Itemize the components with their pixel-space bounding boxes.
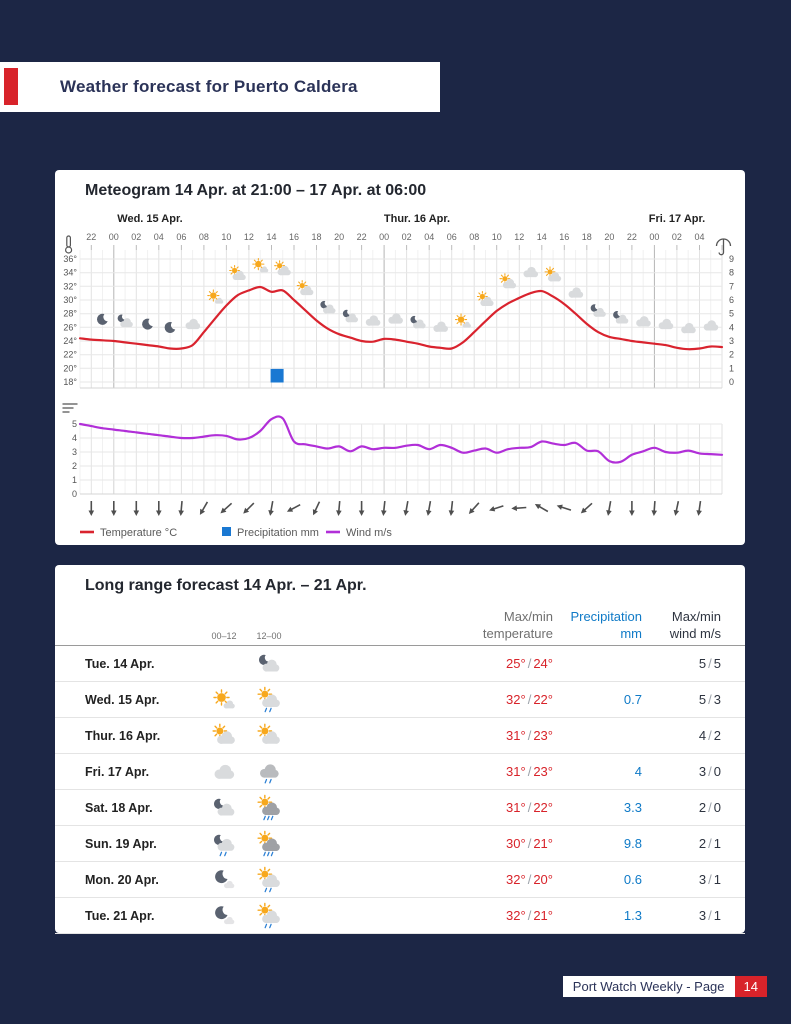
row-am-icon-cell bbox=[197, 757, 251, 787]
moon-small-cloud-icon bbox=[209, 865, 239, 895]
weather-symbol-cloud bbox=[681, 323, 696, 333]
header-temperature: Max/min temperature bbox=[482, 609, 553, 641]
row-day-label: Tue. 14 Apr. bbox=[85, 656, 155, 671]
longrange-header-row bbox=[55, 609, 745, 646]
hour-label: 18 bbox=[311, 232, 322, 242]
header-pm: 12–00 bbox=[256, 631, 282, 642]
wind-arrow bbox=[380, 501, 387, 517]
wind-arrow bbox=[178, 501, 185, 516]
wind-arrow bbox=[629, 501, 635, 516]
hour-label: 00 bbox=[649, 232, 660, 242]
red-accent-block bbox=[4, 68, 18, 105]
hour-label: 00 bbox=[379, 232, 390, 242]
moon-cloud-icon bbox=[209, 793, 239, 823]
hour-label: 10 bbox=[221, 232, 232, 242]
sun-darkcloud-rain-icon bbox=[254, 829, 284, 859]
row-day-label: Thur. 16 Apr. bbox=[85, 728, 161, 743]
wind-arrow bbox=[134, 501, 140, 516]
moon-small-cloud-icon bbox=[209, 901, 239, 931]
svg-text:30°: 30° bbox=[63, 295, 77, 305]
svg-text:5: 5 bbox=[71, 419, 77, 429]
weather-symbol-sun-cloud bbox=[545, 267, 561, 282]
weather-symbol-cloud bbox=[433, 321, 448, 331]
row-day-label: Fri. 17 Apr. bbox=[85, 764, 150, 779]
day-label: Wed. 15 Apr. bbox=[117, 213, 183, 225]
longrange-card bbox=[55, 565, 745, 933]
hour-label: 06 bbox=[446, 232, 457, 242]
row-wind: 2 / 1 bbox=[698, 836, 721, 851]
svg-text:0: 0 bbox=[729, 377, 735, 387]
weather-symbol-cloud bbox=[186, 319, 201, 329]
table-row bbox=[55, 754, 745, 790]
sun-cloud-icon bbox=[209, 721, 239, 751]
wind-arrow bbox=[651, 501, 658, 516]
cloud-rain-icon bbox=[254, 757, 284, 787]
wind-arrow bbox=[605, 501, 613, 517]
sun-cloud-rain-icon bbox=[254, 685, 284, 715]
svg-text:5: 5 bbox=[729, 308, 735, 319]
hour-label: 00 bbox=[108, 232, 119, 242]
table-row bbox=[55, 718, 745, 754]
wind-arrow bbox=[579, 501, 594, 515]
hour-label: 16 bbox=[288, 232, 300, 242]
row-temperature: 30° / 21° bbox=[506, 836, 553, 851]
hour-label: 08 bbox=[469, 232, 480, 242]
row-temperature: 31° / 22° bbox=[506, 800, 553, 815]
svg-text:28°: 28° bbox=[63, 308, 77, 319]
meteogram-title: Meteogram 14 Apr. at 21:00 – 17 Apr. at 06:00 bbox=[85, 182, 427, 199]
svg-text:3: 3 bbox=[71, 447, 77, 457]
wind-arrow bbox=[336, 501, 343, 516]
meteogram-chart bbox=[55, 205, 745, 545]
table-row bbox=[55, 682, 745, 718]
svg-text:1: 1 bbox=[71, 475, 77, 485]
row-pm-icon-cell bbox=[251, 757, 287, 787]
header-bar bbox=[0, 62, 440, 112]
sun-cloud-rain-icon bbox=[254, 901, 284, 931]
row-temperature: 31° / 23° bbox=[506, 764, 553, 779]
hour-label: 22 bbox=[86, 232, 97, 242]
hour-label: 14 bbox=[536, 232, 547, 242]
weather-symbol-cloud bbox=[636, 316, 651, 326]
row-precipitation: 1.3 bbox=[623, 908, 642, 923]
fair-icon bbox=[209, 685, 239, 715]
header-precipitation: Precipitation mm bbox=[570, 609, 642, 641]
sun-cloud-rain-icon bbox=[254, 865, 284, 895]
row-day-label: Wed. 15 Apr. bbox=[85, 692, 160, 707]
weather-symbol-cloud bbox=[569, 287, 584, 297]
header-am: 00–12 bbox=[211, 631, 237, 642]
row-wind: 3 / 0 bbox=[698, 764, 721, 779]
hour-label: 04 bbox=[153, 232, 164, 242]
svg-text:20°: 20° bbox=[63, 363, 77, 374]
row-wind: 2 / 0 bbox=[698, 800, 721, 815]
row-day-label: Tue. 21 Apr. bbox=[85, 908, 155, 923]
row-pm-icon-cell bbox=[251, 829, 287, 859]
weather-symbol-sun-cloud bbox=[297, 281, 313, 296]
weather-symbol-cloud bbox=[659, 319, 674, 329]
row-pm-icon-cell bbox=[251, 901, 287, 931]
legend-wind: Wind m/s bbox=[346, 527, 392, 539]
footer bbox=[563, 976, 767, 997]
sun-cloud-icon bbox=[254, 721, 284, 751]
hour-label: 04 bbox=[694, 232, 705, 242]
hour-label: 22 bbox=[626, 232, 637, 242]
wind-arrow bbox=[556, 503, 572, 513]
row-am-icon-cell bbox=[197, 793, 251, 823]
row-precipitation: 3.3 bbox=[623, 800, 642, 815]
cloud-icon bbox=[209, 757, 239, 787]
wind-arrow bbox=[156, 501, 162, 516]
wind-arrow bbox=[359, 501, 365, 516]
wind-arrow bbox=[111, 501, 117, 516]
row-temperature: 32° / 22° bbox=[506, 692, 553, 707]
wind-icon bbox=[63, 404, 77, 412]
svg-text:6: 6 bbox=[729, 295, 735, 305]
day-label: Thur. 16 Apr. bbox=[383, 213, 451, 225]
hour-label: 16 bbox=[559, 232, 570, 242]
row-temperature: 25° / 24° bbox=[506, 656, 553, 671]
wind-line bbox=[80, 416, 722, 462]
precipitation-bar bbox=[271, 369, 284, 383]
page-title: Weather forecast for Puerto Caldera bbox=[60, 77, 358, 96]
row-am-icon-cell bbox=[197, 829, 251, 859]
weather-symbol-cloud bbox=[704, 320, 719, 330]
table-row bbox=[55, 826, 745, 862]
table-row bbox=[55, 790, 745, 826]
svg-text:8: 8 bbox=[729, 267, 735, 278]
thermometer-icon bbox=[66, 236, 72, 253]
wind-arrow bbox=[672, 501, 681, 517]
table-row bbox=[55, 646, 745, 682]
hour-label: 02 bbox=[131, 232, 142, 242]
svg-text:3: 3 bbox=[729, 336, 735, 346]
hour-label: 02 bbox=[671, 232, 682, 242]
row-wind: 5 / 5 bbox=[698, 656, 721, 671]
svg-text:9: 9 bbox=[729, 254, 735, 264]
wind-arrow bbox=[448, 501, 455, 517]
wind-arrow bbox=[511, 505, 526, 512]
hour-label: 12 bbox=[243, 232, 254, 242]
svg-text:36°: 36° bbox=[63, 254, 77, 264]
hour-label: 06 bbox=[176, 232, 187, 242]
umbrella-icon bbox=[717, 239, 731, 255]
wind-arrow bbox=[425, 501, 433, 517]
row-day-label: Sun. 19 Apr. bbox=[85, 836, 157, 851]
svg-text:2: 2 bbox=[71, 461, 77, 471]
wind-arrow bbox=[197, 501, 209, 517]
table-row bbox=[55, 862, 745, 898]
row-am-icon-cell bbox=[197, 685, 251, 715]
svg-text:4: 4 bbox=[71, 433, 77, 443]
row-day-label: Mon. 20 Apr. bbox=[85, 872, 159, 887]
row-am-icon-cell bbox=[197, 865, 251, 895]
wind-arrow bbox=[241, 501, 256, 516]
row-temperature: 32° / 20° bbox=[506, 872, 553, 887]
row-pm-icon-cell bbox=[251, 793, 287, 823]
hour-label: 08 bbox=[198, 232, 209, 242]
wind-arrow bbox=[219, 501, 234, 515]
footer-page-number: 14 bbox=[735, 976, 767, 997]
meteogram-card bbox=[55, 170, 745, 545]
weather-symbol-cloud bbox=[523, 267, 538, 277]
svg-text:18°: 18° bbox=[63, 377, 77, 387]
weather-symbol-moon bbox=[142, 319, 153, 330]
svg-text:4: 4 bbox=[729, 322, 735, 333]
wind-arrow bbox=[89, 501, 95, 516]
wind-arrow bbox=[311, 500, 322, 516]
row-wind: 5 / 3 bbox=[698, 692, 721, 707]
row-am-icon-cell bbox=[197, 721, 251, 751]
row-pm-icon-cell bbox=[251, 865, 287, 895]
wind-arrow bbox=[267, 501, 275, 517]
hour-label: 02 bbox=[401, 232, 412, 242]
row-wind: 3 / 1 bbox=[698, 872, 721, 887]
hour-label: 22 bbox=[356, 232, 367, 242]
svg-text:2: 2 bbox=[729, 349, 735, 360]
row-wind: 3 / 1 bbox=[698, 908, 721, 923]
svg-text:34°: 34° bbox=[63, 267, 77, 278]
wind-arrow bbox=[402, 501, 410, 517]
hour-label: 12 bbox=[514, 232, 525, 242]
longrange-rows bbox=[55, 646, 745, 934]
svg-text:7: 7 bbox=[729, 281, 735, 292]
weather-symbol-cloud bbox=[388, 313, 403, 323]
moon-cloud-icon bbox=[254, 649, 284, 679]
weather-symbol-cloud bbox=[366, 315, 381, 325]
row-precipitation: 0.6 bbox=[623, 872, 642, 887]
row-pm-icon-cell bbox=[251, 721, 287, 751]
row-day-label: Sat. 18 Apr. bbox=[85, 800, 153, 815]
svg-text:32°: 32° bbox=[63, 281, 77, 292]
svg-text:0: 0 bbox=[71, 489, 77, 499]
weather-symbol-sun-cloud bbox=[477, 292, 493, 307]
row-precipitation: 0.7 bbox=[623, 692, 642, 707]
row-pm-icon-cell bbox=[251, 649, 287, 679]
wind-arrow bbox=[696, 501, 704, 517]
row-pm-icon-cell bbox=[251, 685, 287, 715]
sun-darkcloud-rain-icon bbox=[254, 793, 284, 823]
svg-text:1: 1 bbox=[729, 363, 735, 374]
wind-arrow bbox=[286, 502, 302, 514]
hour-label: 04 bbox=[424, 232, 435, 242]
row-am-icon-cell bbox=[197, 901, 251, 931]
moon-cloud-rain-icon bbox=[209, 829, 239, 859]
hour-label: 14 bbox=[266, 232, 277, 242]
svg-text:22°: 22° bbox=[63, 349, 77, 360]
legend-precipitation: Precipitation mm bbox=[237, 527, 319, 539]
wind-arrow bbox=[533, 502, 549, 514]
hour-label: 20 bbox=[604, 232, 615, 242]
row-temperature: 31° / 23° bbox=[506, 728, 553, 743]
legend-temperature: Temperature °C bbox=[100, 527, 178, 539]
longrange-title: Long range forecast 14 Apr. – 21 Apr. bbox=[85, 577, 367, 594]
weather-symbol-moon bbox=[97, 314, 108, 325]
table-row bbox=[55, 898, 745, 934]
hour-label: 20 bbox=[334, 232, 345, 242]
header-wind: Max/min wind m/s bbox=[669, 609, 721, 641]
row-temperature: 32° / 21° bbox=[506, 908, 553, 923]
day-label: Fri. 17 Apr. bbox=[648, 213, 706, 225]
row-precipitation: 9.8 bbox=[623, 836, 642, 851]
footer-label: Port Watch Weekly - Page bbox=[563, 976, 735, 997]
row-wind: 4 / 2 bbox=[698, 728, 721, 743]
wind-arrow bbox=[488, 503, 504, 513]
hour-label: 10 bbox=[491, 232, 502, 242]
svg-text:24°: 24° bbox=[63, 336, 77, 346]
hour-label: 18 bbox=[581, 232, 592, 242]
svg-text:26°: 26° bbox=[63, 322, 77, 333]
row-precipitation: 4 bbox=[634, 764, 642, 779]
wind-arrow bbox=[467, 501, 481, 516]
